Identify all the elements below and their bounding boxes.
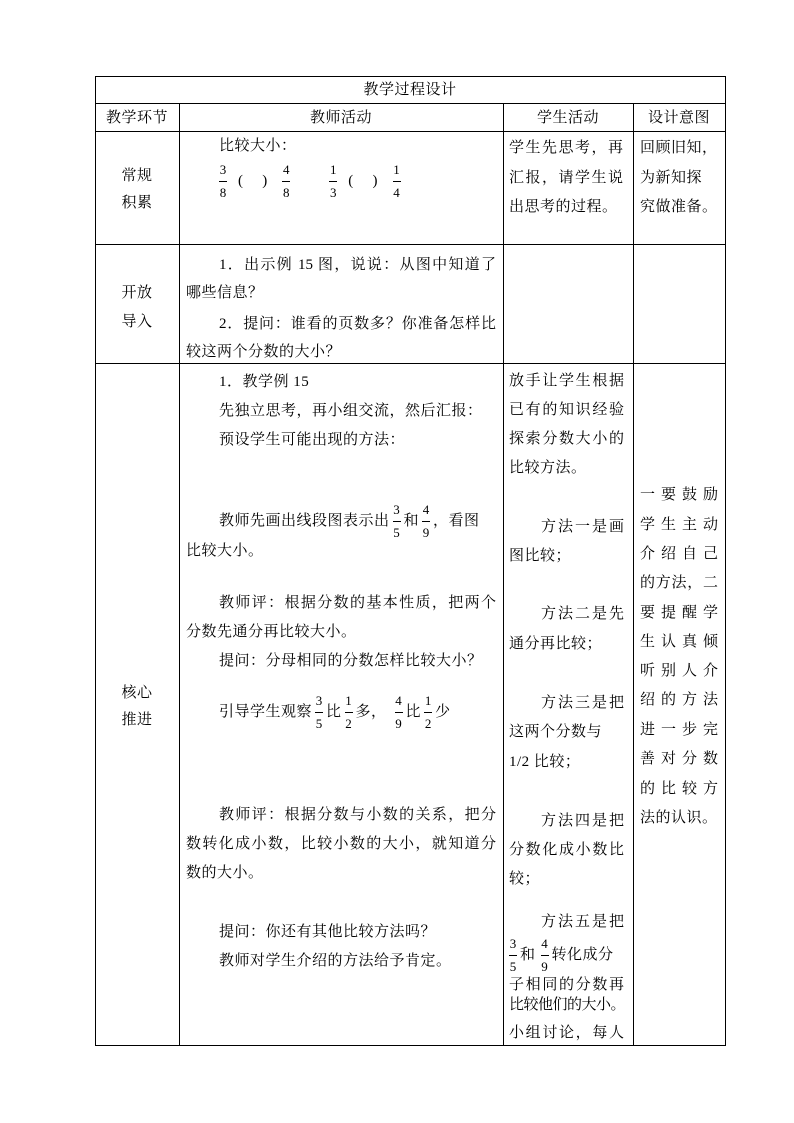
fraction-bar [422,521,430,522]
student-text: 汇报，请学生说 [509,170,623,186]
student-text: 转化成分 [551,947,614,963]
teacher-text: 先独立思考，再小组交流，然后汇报： [219,403,483,419]
column-divider [179,103,180,1046]
student-text: 方法四是把 [541,813,624,829]
fraction [345,694,353,731]
intent-text: 为新知探 [640,170,703,186]
numerator: 3 [393,501,400,517]
comparison-blank: ( ) [238,173,270,189]
stage-label: 积累 [121,195,153,211]
fraction-bar [315,712,323,713]
intent-text: 进一步完 [640,722,718,738]
table-border-top [95,76,726,77]
teacher-text: 提问：分母相同的分数怎样比较大小？ [219,653,483,669]
table-title: 教学过程设计 [363,82,457,98]
numerator: 1 [330,161,337,177]
denominator: 2 [345,715,352,731]
teacher-text: 比 [405,704,422,720]
numerator: 1 [345,692,352,708]
teacher-text: 教师先画出线段图表示出 [219,513,390,529]
student-text: 分数化成小数比 [509,842,624,858]
row-divider [95,244,726,245]
fraction-comparison-line [216,161,404,201]
intent-text: 听别人介 [640,663,718,679]
teacher-text: 预设学生可能出现的方法： [219,432,406,448]
student-text: 和 [520,947,536,963]
stage-label: 开放 [121,285,153,301]
table-border-bottom [95,1045,726,1046]
comparison-blank: ( ) [348,173,380,189]
student-text: 子相同的分数再 [509,977,624,993]
denominator: 2 [424,715,432,731]
fraction [509,937,517,974]
column-divider [633,103,634,1046]
intent-text: 善对分数 [640,751,718,767]
fraction-bar [395,712,403,713]
student-text: 放手让学生根据 [509,373,624,389]
fraction-bar [329,181,337,182]
student-text: 方法五是把 [541,914,624,930]
student-text: 学生先思考，再 [509,140,623,156]
teacher-text: 分数先通分再比较大小。 [186,624,357,640]
teacher-text: 数转化成小数，比较小数的大小，就知道分 [186,836,496,852]
student-text: 图比较； [509,548,572,564]
student-text: 探索分数大小的 [509,431,624,447]
student-fraction-line [506,935,614,975]
intent-text: 回顾旧知， [640,140,718,156]
fraction [395,694,403,731]
student-text: 方法三是把 [541,695,624,711]
fraction-bar [393,521,401,522]
column-divider [503,103,504,1046]
teacher-text: 比较大小： [219,138,297,154]
denominator: 9 [395,715,402,731]
fraction-bar [509,955,517,956]
teacher-text: 和 [403,513,420,529]
fraction [282,163,290,200]
fraction-bar [424,712,432,713]
numerator: 4 [541,935,548,951]
stage-label: 导入 [121,314,153,330]
teacher-text: 哪些信息？ [186,285,264,301]
student-text: 已有的知识经验 [509,402,624,418]
stage-label: 核心 [121,685,153,701]
numerator: 3 [315,692,323,708]
row-divider [95,363,726,364]
student-text: 1/2 比较； [509,754,581,770]
teacher-text: 教师评：根据分数与小数的关系，把分 [219,807,496,823]
numerator: 1 [393,161,400,177]
fraction [329,163,337,200]
header-intent: 设计意图 [647,110,710,126]
fraction-bar [219,181,227,182]
teacher-text: 少 [435,704,451,720]
fraction [315,694,323,731]
intent-text: 介绍自己 [640,546,718,562]
denominator: 3 [330,184,337,200]
numerator: 3 [219,161,227,177]
denominator: 9 [541,958,548,974]
student-text: 比较他们的大小。 [509,997,626,1013]
fraction [541,937,549,974]
intent-text: 的比较方 [640,781,718,797]
denominator: 9 [422,524,430,540]
fraction-bar [345,712,353,713]
teacher-text: 引导学生观察 [219,704,313,720]
stage-label: 常规 [121,168,153,184]
teacher-text: ，看图 [433,513,480,529]
intent-text: 法的认识。 [640,810,718,826]
student-text: 较； [509,871,541,887]
intent-text: 要提醒学 [640,605,718,621]
fraction [422,503,430,540]
fraction-bar [282,181,290,182]
row-divider [95,131,726,132]
fraction-bar [393,181,401,182]
numerator: 3 [509,935,517,951]
teacher-fraction-line [219,501,480,541]
intent-text: 学生主动 [640,517,718,533]
numerator: 4 [395,692,402,708]
teacher-text: 教师评：根据分数的基本性质，把两个 [219,595,496,611]
header-stage: 教学环节 [105,110,168,126]
student-text: 这两个分数与 [509,724,603,740]
table-border-right [725,76,726,1046]
teacher-text: 比较大小。 [186,543,264,559]
student-text: 通分再比较； [509,636,603,652]
header-student: 学生活动 [536,110,599,126]
teacher-text: 提问：你还有其他比较方法吗？ [219,924,437,940]
fraction-bar [541,955,549,956]
denominator: 5 [393,524,400,540]
fraction [393,163,401,200]
denominator: 5 [509,958,517,974]
teacher-text: 1．出示例 15 图，说说：从图中知道了 [219,257,496,273]
fraction [424,694,432,731]
teacher-text: 较这两个分数的大小？ [186,344,342,360]
teacher-text: 1．教学例 15 [219,374,310,390]
denominator: 8 [283,184,290,200]
fraction [219,163,227,200]
teacher-text: 比 [326,704,342,720]
student-text: 出思考的过程。 [509,199,617,215]
intent-text: 一要鼓励 [640,487,718,503]
header-teacher: 教师活动 [309,110,372,126]
teacher-text: 多， [355,704,387,720]
intent-text: 究做准备。 [640,199,718,215]
student-text: 比较方法。 [509,460,587,476]
intent-text: 生认真倾 [640,634,718,650]
fraction [393,503,401,540]
intent-text: 绍的方法 [640,692,718,708]
intent-text: 的方法，二 [640,575,718,591]
row-divider [95,103,726,104]
numerator: 4 [422,501,430,517]
teacher-text: 数的大小。 [186,865,264,881]
numerator: 4 [283,161,290,177]
student-text: 方法二是先 [541,606,624,622]
teacher-fraction-line [219,692,451,732]
stage-label: 推进 [121,712,153,728]
numerator: 1 [424,692,432,708]
table-border-left [95,76,96,1046]
teacher-text: 教师对学生介绍的方法给予肯定。 [219,953,452,969]
student-text: 方法一是画 [541,519,624,535]
denominator: 8 [219,184,227,200]
denominator: 4 [393,184,400,200]
denominator: 5 [315,715,323,731]
student-text: 小组讨论，每人 [509,1025,624,1041]
teacher-text: 2．提问：谁看的页数多？你准备怎样比 [219,316,496,332]
